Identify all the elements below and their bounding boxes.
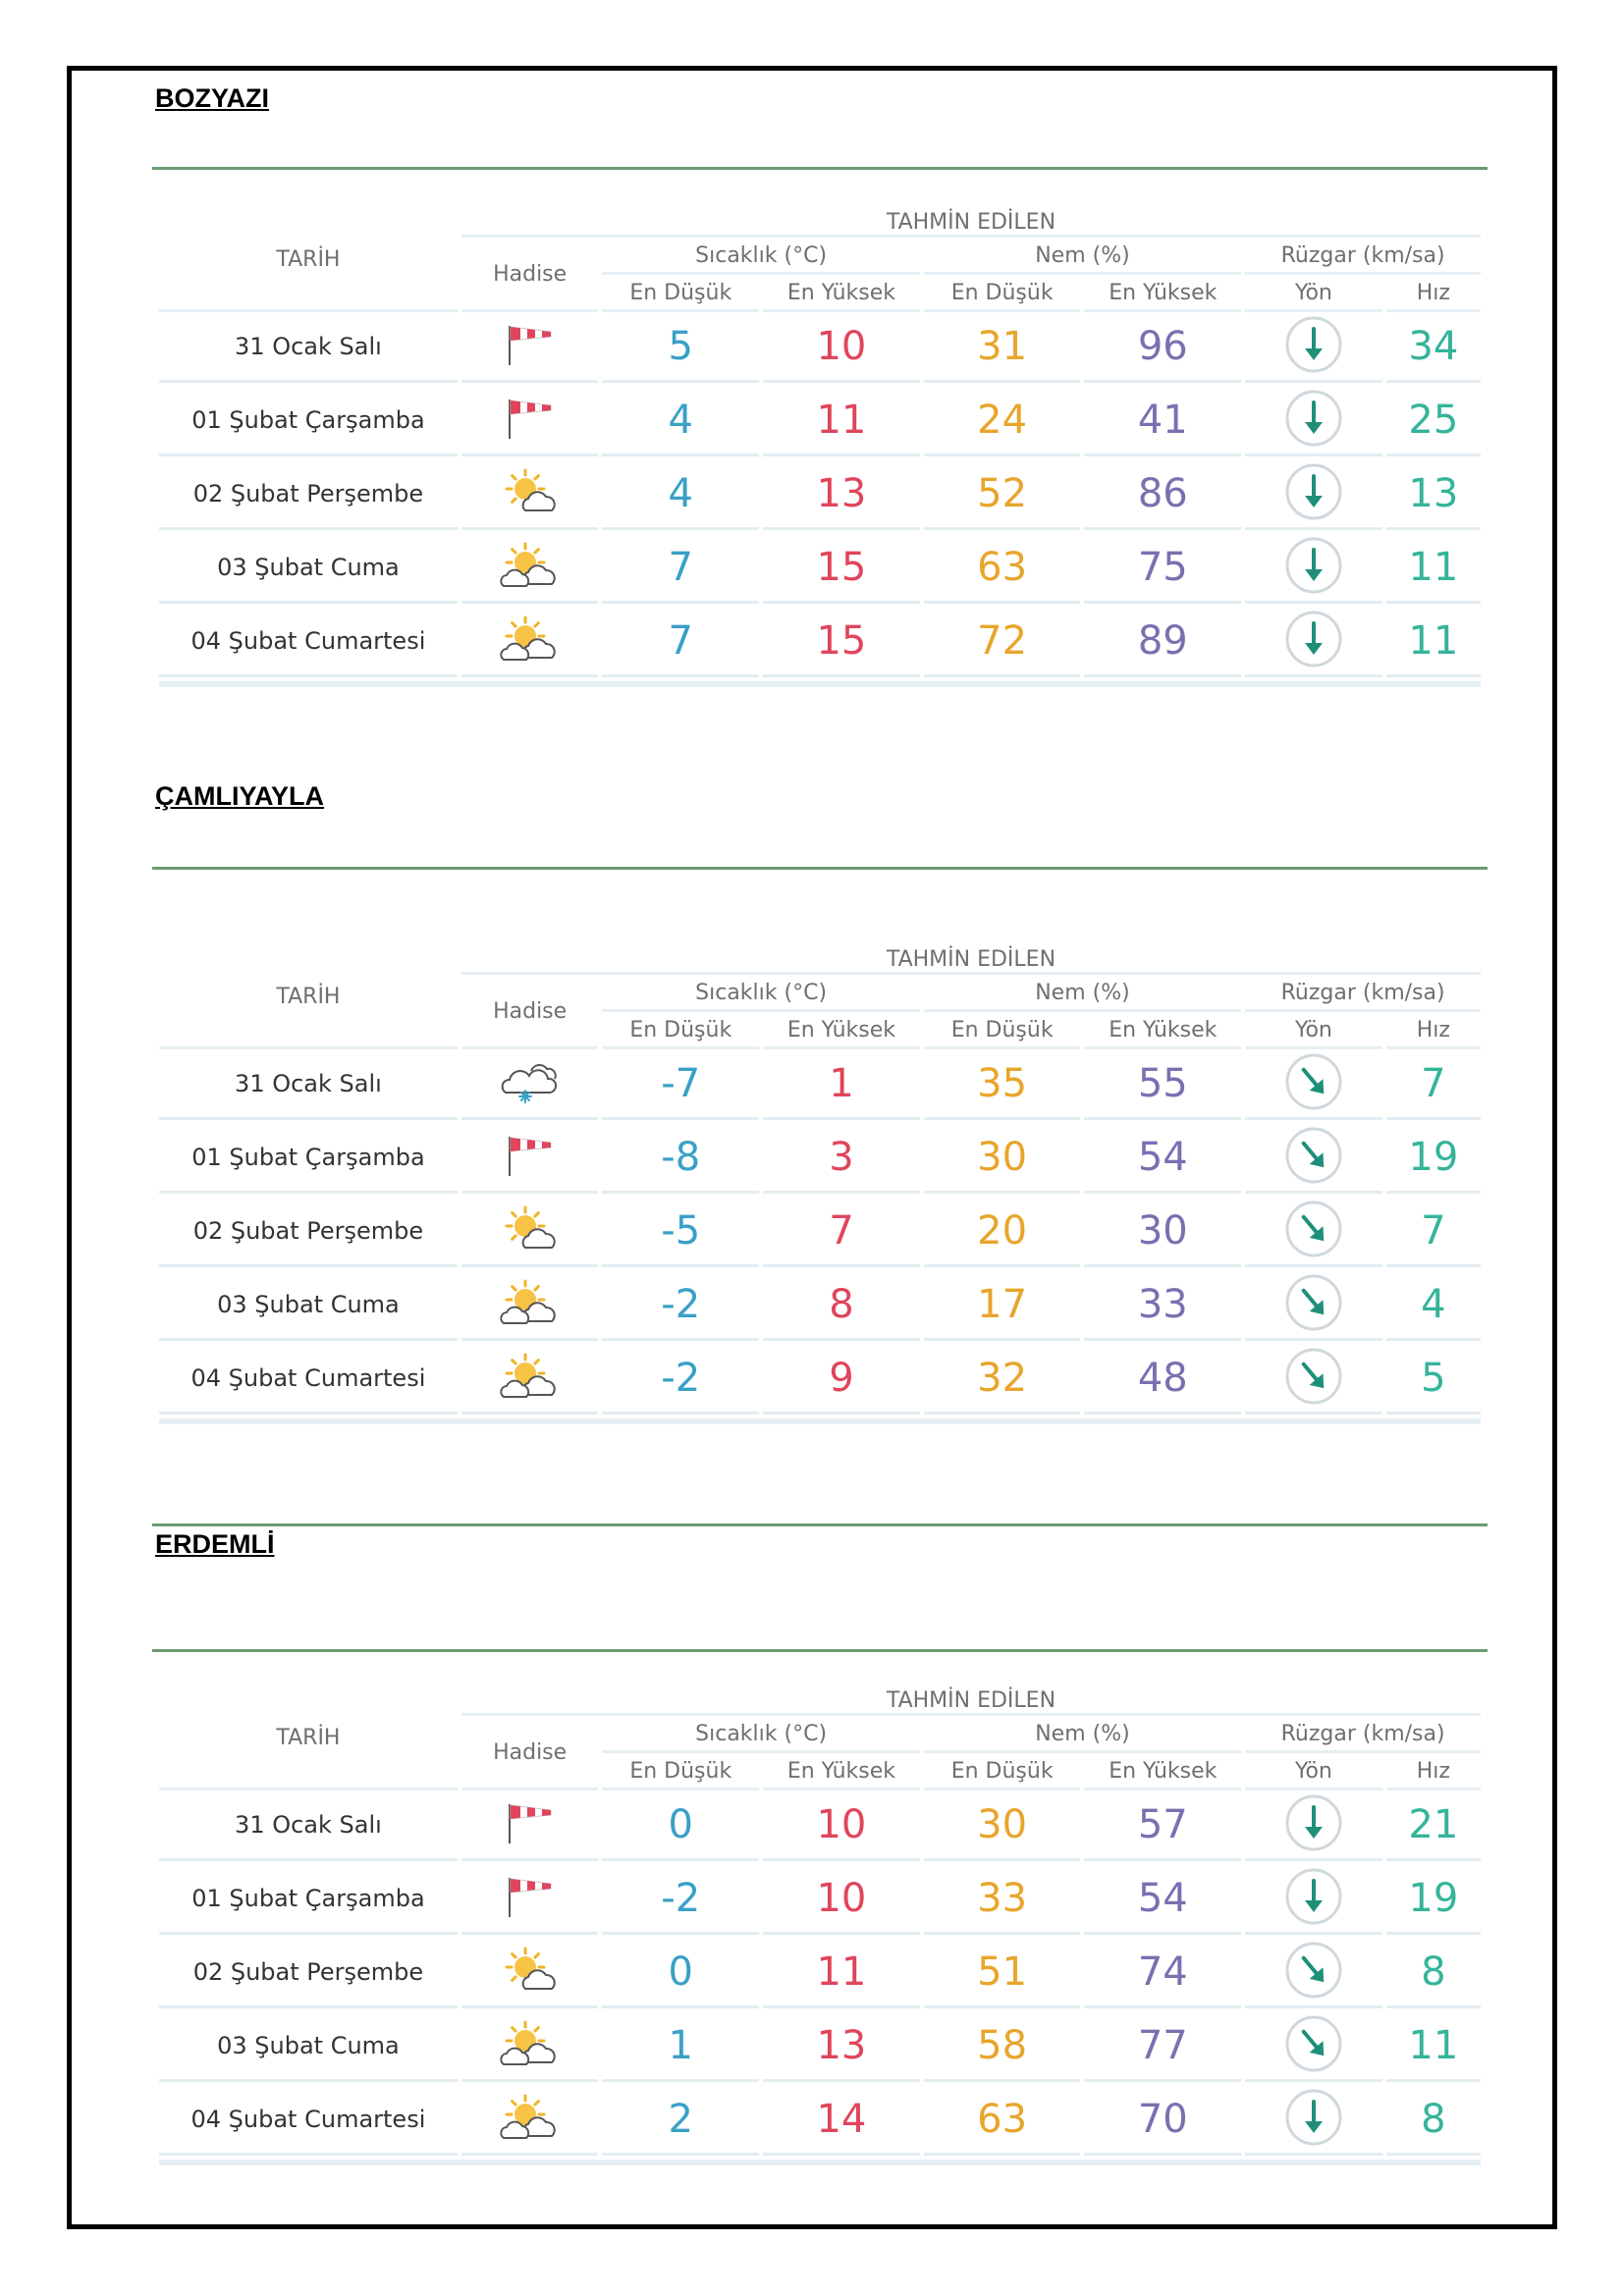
header-tarih: TARİH [159,1688,458,1788]
humidity-max-value: 54 [1084,1124,1241,1194]
wind-direction-cell [1245,313,1382,383]
section-rule [152,1649,1488,1652]
arrow-down-right-icon [1282,1271,1345,1338]
row-date: 01 Şubat Çarşamba [159,1865,458,1935]
wind-direction-cell [1245,387,1382,456]
temp-max-value: 10 [763,1791,920,1861]
row-date: 04 Şubat Cumartesi [159,608,458,677]
header-ruzgar: Rüzgar (km/sa) [1245,1717,1481,1750]
table-row [159,313,1481,383]
section-title: ERDEMLİ [155,1529,275,1559]
header-wind-speed: Hız [1386,276,1481,309]
row-date: 02 Şubat Perşembe [159,1939,458,2008]
temp-max-value: 15 [763,608,920,677]
wind-direction-cell [1245,1050,1382,1120]
header-wind-direction: Yön [1245,1754,1382,1788]
arrow-down-right-icon [1282,1345,1345,1412]
humidity-max-value: 41 [1084,387,1241,456]
sun-clouds-icon [496,541,565,594]
windsock-icon [496,1131,565,1184]
weather-cell [461,1124,599,1194]
sun-clouds-icon [496,2093,565,2146]
forecast-table [155,1684,1485,2169]
humidity-min-value: 72 [924,608,1081,677]
row-date: 01 Şubat Çarşamba [159,1124,458,1194]
temp-min-value: 0 [602,1791,759,1861]
arrow-down-right-icon [1282,1124,1345,1191]
humidity-max-value: 89 [1084,608,1241,677]
table-footer-band [159,681,1481,687]
arrow-down-icon [1282,2086,1345,2153]
table-row [159,1271,1481,1341]
header-tarih: TARİH [159,210,458,309]
table-row [159,608,1481,677]
temp-max-value: 13 [763,460,920,530]
temp-max-value: 3 [763,1124,920,1194]
humidity-max-value: 55 [1084,1050,1241,1120]
temp-max-value: 8 [763,1271,920,1341]
humidity-min-value: 33 [924,1865,1081,1935]
humidity-min-value: 17 [924,1271,1081,1341]
wind-direction-cell [1245,1124,1382,1194]
humidity-max-value: 86 [1084,460,1241,530]
weather-cell [461,460,599,530]
weather-cell [461,608,599,677]
arrow-down-icon [1282,534,1345,601]
header-sicaklik: Sıcaklık (°C) [602,239,919,272]
header-temp-min: En Düşük [602,1754,759,1788]
wind-direction-cell [1245,1198,1382,1267]
wind-speed-value: 7 [1386,1198,1481,1267]
temp-max-value: 7 [763,1198,920,1267]
windsock-icon [496,1872,565,1925]
header-ruzgar: Rüzgar (km/sa) [1245,976,1481,1009]
row-date: 31 Ocak Salı [159,313,458,383]
wind-speed-value: 25 [1386,387,1481,456]
header-humidity-min: En Düşük [924,1013,1081,1046]
wind-speed-value: 11 [1386,2012,1481,2082]
wind-direction-cell [1245,534,1382,604]
wind-direction-cell [1245,1865,1382,1935]
wind-speed-value: 8 [1386,2086,1481,2156]
weather-cell [461,1345,599,1415]
humidity-max-value: 74 [1084,1939,1241,2008]
section-rule [152,1523,1488,1526]
weather-cell [461,1791,599,1861]
forecast-table [155,943,1485,1428]
sun-clouds-icon [496,1352,565,1405]
temp-max-value: 13 [763,2012,920,2082]
header-hadise: Hadise [461,1717,599,1788]
header-ruzgar: Rüzgar (km/sa) [1245,239,1481,272]
header-hadise: Hadise [461,976,599,1046]
humidity-min-value: 30 [924,1791,1081,1861]
wind-speed-value: 8 [1386,1939,1481,2008]
humidity-min-value: 63 [924,2086,1081,2156]
wind-direction-cell [1245,2086,1382,2156]
temp-min-value: 4 [602,460,759,530]
wind-speed-value: 19 [1386,1124,1481,1194]
header-temp-max: En Yüksek [763,276,920,309]
row-date: 02 Şubat Perşembe [159,460,458,530]
temp-max-value: 10 [763,313,920,383]
header-wind-direction: Yön [1245,276,1382,309]
table-footer-band [159,2160,1481,2165]
wind-speed-value: 34 [1386,313,1481,383]
humidity-max-value: 54 [1084,1865,1241,1935]
temp-min-value: 4 [602,387,759,456]
humidity-min-value: 20 [924,1198,1081,1267]
wind-speed-value: 11 [1386,534,1481,604]
row-date: 03 Şubat Cuma [159,534,458,604]
temp-min-value: 7 [602,534,759,604]
windsock-icon [496,320,565,373]
humidity-min-value: 63 [924,534,1081,604]
table-row [159,1124,1481,1194]
header-temp-max: En Yüksek [763,1013,920,1046]
wind-direction-cell [1245,1345,1382,1415]
wind-direction-cell [1245,1791,1382,1861]
humidity-max-value: 77 [1084,2012,1241,2082]
temp-min-value: 2 [602,2086,759,2156]
header-humidity-max: En Yüksek [1084,1754,1241,1788]
arrow-down-icon [1282,460,1345,527]
arrow-down-right-icon [1282,1050,1345,1117]
humidity-max-value: 48 [1084,1345,1241,1415]
weather-cell [461,1198,599,1267]
header-tahmin-edilen: TAHMİN EDİLEN [461,1688,1481,1713]
temp-max-value: 10 [763,1865,920,1935]
humidity-max-value: 57 [1084,1791,1241,1861]
arrow-down-right-icon [1282,1198,1345,1264]
temp-max-value: 11 [763,387,920,456]
temp-max-value: 1 [763,1050,920,1120]
weather-cell [461,534,599,604]
temp-min-value: 7 [602,608,759,677]
header-tahmin-edilen: TAHMİN EDİLEN [461,947,1481,972]
header-sicaklik: Sıcaklık (°C) [602,976,919,1009]
wind-direction-cell [1245,1939,1382,2008]
snow-cloud-icon [496,1057,565,1110]
humidity-min-value: 35 [924,1050,1081,1120]
humidity-min-value: 52 [924,460,1081,530]
header-temp-min: En Düşük [602,276,759,309]
section-title: ÇAMLIYAYLA [155,781,325,811]
table-row [159,2086,1481,2156]
humidity-min-value: 32 [924,1345,1081,1415]
humidity-max-value: 33 [1084,1271,1241,1341]
sun-cloud-icon [496,467,565,520]
windsock-icon [496,394,565,447]
table-footer-band [159,1418,1481,1424]
sun-cloud-icon [496,1204,565,1257]
table-row [159,460,1481,530]
header-temp-min: En Düşük [602,1013,759,1046]
header-nem: Nem (%) [924,239,1241,272]
temp-max-value: 14 [763,2086,920,2156]
weather-cell [461,1271,599,1341]
temp-max-value: 11 [763,1939,920,2008]
table-row [159,534,1481,604]
sun-clouds-icon [496,1278,565,1331]
row-date: 04 Şubat Cumartesi [159,2086,458,2156]
humidity-max-value: 30 [1084,1198,1241,1267]
wind-speed-value: 5 [1386,1345,1481,1415]
header-tarih: TARİH [159,947,458,1046]
temp-min-value: 1 [602,2012,759,2082]
header-humidity-min: En Düşük [924,276,1081,309]
row-date: 01 Şubat Çarşamba [159,387,458,456]
wind-speed-value: 11 [1386,608,1481,677]
header-wind-speed: Hız [1386,1013,1481,1046]
temp-min-value: -7 [602,1050,759,1120]
row-date: 02 Şubat Perşembe [159,1198,458,1267]
sun-clouds-icon [496,2019,565,2072]
sun-cloud-icon [496,1946,565,1999]
section-title: BOZYAZI [155,83,270,113]
temp-min-value: 5 [602,313,759,383]
header-humidity-min: En Düşük [924,1754,1081,1788]
weather-cell [461,1865,599,1935]
weather-cell [461,313,599,383]
humidity-min-value: 58 [924,2012,1081,2082]
header-nem: Nem (%) [924,1717,1241,1750]
section-rule [152,867,1488,870]
header-nem: Nem (%) [924,976,1241,1009]
forecast-table [155,206,1485,691]
table-row [159,1198,1481,1267]
humidity-min-value: 51 [924,1939,1081,2008]
weather-cell [461,2086,599,2156]
wind-speed-value: 7 [1386,1050,1481,1120]
header-humidity-max: En Yüksek [1084,1013,1241,1046]
row-date: 03 Şubat Cuma [159,1271,458,1341]
table-row [159,1865,1481,1935]
wind-speed-value: 4 [1386,1271,1481,1341]
humidity-max-value: 96 [1084,313,1241,383]
table-row [159,2012,1481,2082]
header-tahmin-edilen: TAHMİN EDİLEN [461,210,1481,235]
humidity-max-value: 70 [1084,2086,1241,2156]
windsock-icon [496,1798,565,1851]
weather-cell [461,1939,599,2008]
sun-clouds-icon [496,614,565,667]
weather-cell [461,2012,599,2082]
wind-speed-value: 13 [1386,460,1481,530]
table-row [159,1345,1481,1415]
humidity-min-value: 30 [924,1124,1081,1194]
wind-speed-value: 19 [1386,1865,1481,1935]
temp-min-value: -2 [602,1271,759,1341]
temp-min-value: -8 [602,1124,759,1194]
temp-min-value: -2 [602,1345,759,1415]
temp-min-value: 0 [602,1939,759,2008]
arrow-down-right-icon [1282,2012,1345,2079]
weather-cell [461,387,599,456]
row-date: 31 Ocak Salı [159,1791,458,1861]
humidity-min-value: 31 [924,313,1081,383]
arrow-down-icon [1282,387,1345,454]
section-rule [152,167,1488,170]
arrow-down-icon [1282,1865,1345,1932]
header-wind-direction: Yön [1245,1013,1382,1046]
header-wind-speed: Hız [1386,1754,1481,1788]
row-date: 04 Şubat Cumartesi [159,1345,458,1415]
table-row [159,1050,1481,1120]
header-sicaklik: Sıcaklık (°C) [602,1717,919,1750]
row-date: 03 Şubat Cuma [159,2012,458,2082]
temp-max-value: 15 [763,534,920,604]
wind-direction-cell [1245,608,1382,677]
temp-min-value: -5 [602,1198,759,1267]
header-humidity-max: En Yüksek [1084,276,1241,309]
temp-min-value: -2 [602,1865,759,1935]
weather-cell [461,1050,599,1120]
temp-max-value: 9 [763,1345,920,1415]
arrow-down-icon [1282,608,1345,674]
table-row [159,1939,1481,2008]
header-temp-max: En Yüksek [763,1754,920,1788]
table-row [159,387,1481,456]
header-hadise: Hadise [461,239,599,309]
row-date: 31 Ocak Salı [159,1050,458,1120]
arrow-down-icon [1282,1791,1345,1858]
wind-direction-cell [1245,2012,1382,2082]
humidity-max-value: 75 [1084,534,1241,604]
arrow-down-icon [1282,313,1345,380]
table-row [159,1791,1481,1861]
wind-speed-value: 21 [1386,1791,1481,1861]
wind-direction-cell [1245,460,1382,530]
humidity-min-value: 24 [924,387,1081,456]
wind-direction-cell [1245,1271,1382,1341]
arrow-down-right-icon [1282,1939,1345,2005]
